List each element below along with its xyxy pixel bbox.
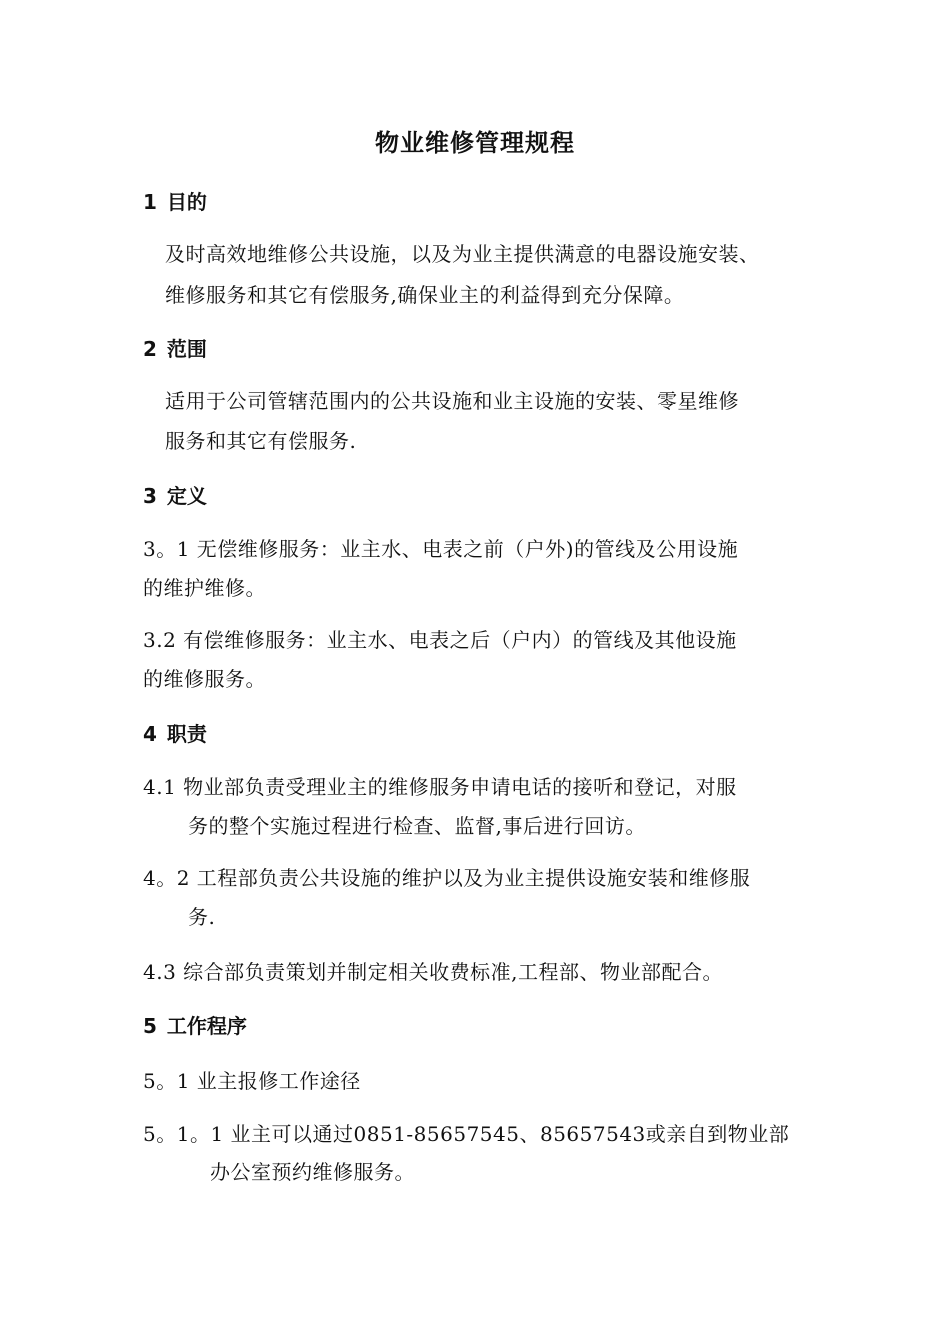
item-line: 的维修服务。: [143, 667, 266, 691]
section-title: 工作程序: [166, 1014, 247, 1038]
section-heading-4: [143, 718, 207, 747]
section-title: 范围: [166, 337, 207, 361]
section-heading-3: [143, 480, 207, 509]
section-title: 职责: [166, 722, 207, 746]
section-heading-5: [143, 1010, 247, 1039]
document-title: 物业维修管理规程: [375, 129, 575, 157]
item-line: 5。1。1 业主可以通过0851-85657545、85657543或亲自到物业部: [143, 1122, 790, 1146]
paragraph-line: 适用于公司管辖范围内的公共设施和业主设施的安装、零星维修: [165, 389, 739, 413]
section-heading-2: [143, 333, 207, 362]
paragraph-line: 服务和其它有偿服务.: [165, 429, 357, 453]
section-title: 目的: [166, 190, 207, 214]
section-number: 4: [143, 722, 157, 746]
item-line: 务的整个实施过程进行检查、监督,事后进行回访。: [188, 814, 646, 838]
section-number: 3: [143, 484, 157, 508]
section-number: 1: [143, 190, 157, 214]
item-line: 4.1 物业部负责受理业主的维修服务申请电话的接听和登记，对服: [143, 775, 737, 799]
item-line: 3。1 无偿维修服务：业主水、电表之前（户外)的管线及公用设施: [143, 537, 739, 561]
item-line: 的维护维修。: [143, 576, 266, 600]
section-number: 5: [143, 1014, 157, 1038]
section-heading-1: [143, 186, 207, 215]
paragraph-line: 维修服务和其它有偿服务,确保业主的利益得到充分保障。: [165, 283, 685, 307]
item-line: 办公室预约维修服务。: [210, 1160, 415, 1184]
paragraph-line: 及时高效地维修公共设施，以及为业主提供满意的电器设施安装、: [165, 242, 760, 266]
item-line: 4。2 工程部负责公共设施的维护以及为业主提供设施安装和维修服: [143, 866, 751, 890]
section-title: 定义: [166, 484, 207, 508]
item-line: 务.: [188, 905, 216, 929]
item-line: 5。1 业主报修工作途径: [143, 1069, 361, 1093]
item-line: 4.3 综合部负责策划并制定相关收费标准,工程部、物业部配合。: [143, 960, 724, 984]
item-line: 3.2 有偿维修服务：业主水、电表之后（户内）的管线及其他设施: [143, 628, 737, 652]
section-number: 2: [143, 337, 157, 361]
